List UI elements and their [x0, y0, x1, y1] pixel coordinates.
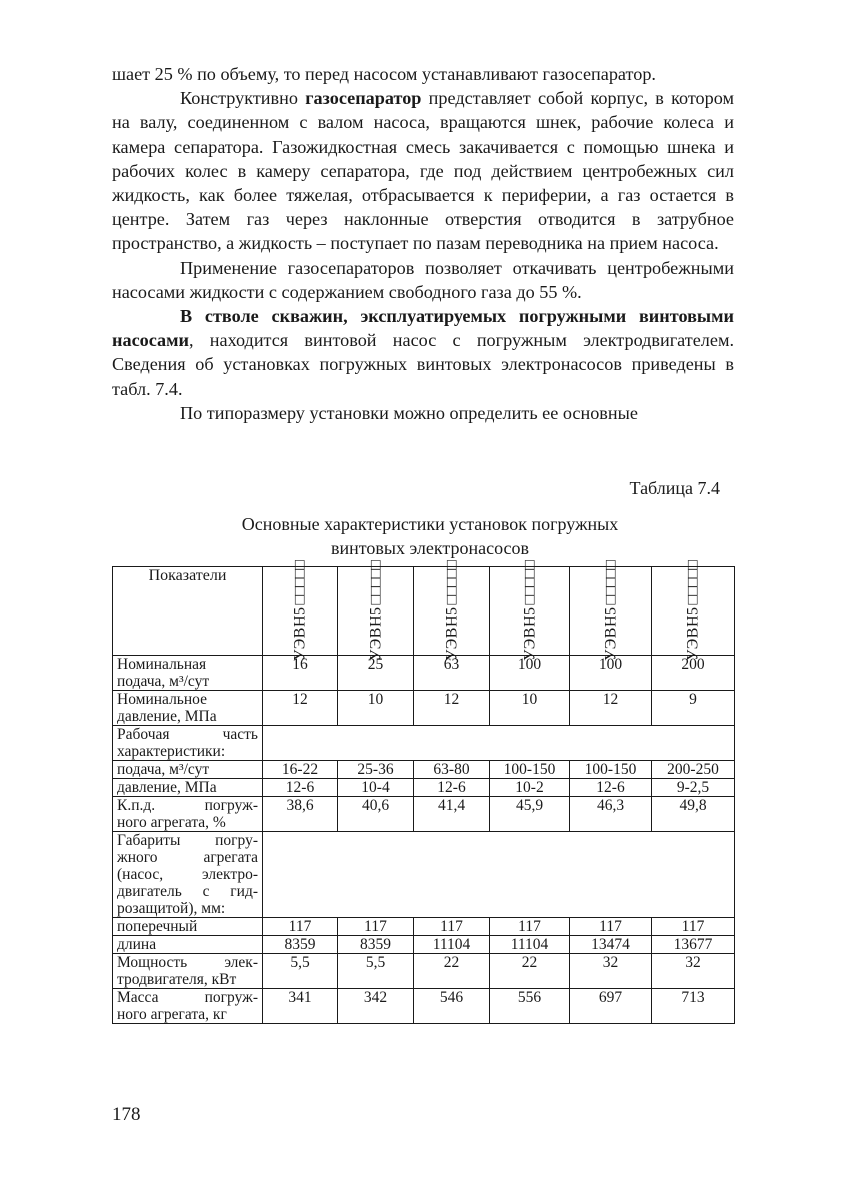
table-cell: 45,9: [490, 797, 570, 832]
table-cell: 546: [414, 989, 490, 1024]
table-cell: 12: [414, 691, 490, 726]
table-cell: 100-150: [490, 761, 570, 779]
table-cell: 100: [570, 656, 652, 691]
term-gas-separator: газосепаратор: [305, 88, 422, 109]
paragraph-1: шает 25 % по объему, то перед насосом устанавливают газосепаратор.: [112, 64, 656, 84]
table-cell: 697: [570, 989, 652, 1024]
table-cell: 8359: [338, 936, 414, 954]
paragraph-4: В стволе скважин, эксплуатируемых погружными винтовыми насосами, находится винтовой насос с погружным электродвигателем. Сведения об установках погружных винтовых электронасосов приведены в табл. 7.4.: [112, 306, 734, 399]
table-cell: 13474: [570, 936, 652, 954]
table-cell: 10: [490, 691, 570, 726]
header-model-1: УЭВН5□□□□□: [263, 567, 338, 656]
table-cell: 117: [652, 918, 735, 936]
body-text: [112, 62, 734, 425]
table-cell: 32: [652, 954, 735, 989]
table-cell: 9-2,5: [652, 779, 735, 797]
table-cell: 12: [570, 691, 652, 726]
table-cell: 341: [263, 989, 338, 1024]
table-cell: 117: [570, 918, 652, 936]
table-cell: 10-2: [490, 779, 570, 797]
row-label: Мощность элек- тродвигателя, кВт: [113, 954, 263, 989]
table-cell: 25-36: [338, 761, 414, 779]
table-cell: 200-250: [652, 761, 735, 779]
table-body: [113, 656, 735, 1024]
table-row: [113, 936, 735, 954]
table-cell: 22: [490, 954, 570, 989]
table-cell: 117: [490, 918, 570, 936]
paragraph-5: По типоразмеру установки можно определить ее основные: [180, 402, 638, 423]
table-cell: 100: [490, 656, 570, 691]
table-cell: 32: [570, 954, 652, 989]
table-cell: 12: [263, 691, 338, 726]
row-label: Номинальное давление, МПа: [113, 691, 263, 726]
table-cell-empty: [263, 832, 735, 918]
table-cell: 11104: [414, 936, 490, 954]
header-model-5: УЭВН5□□□□□: [570, 567, 652, 656]
term-screw-pumps: В стволе скважин, эксплуатируемых погружными винтовыми насосами: [112, 306, 734, 351]
row-label: Масса погруж- ного агрегата, кг: [113, 989, 263, 1024]
header-model-6: УЭВН5□□□□□: [652, 567, 735, 656]
table-title: Основные характеристики установок погружных винтовых электронасосов: [241, 514, 619, 558]
table-cell: 46,3: [570, 797, 652, 832]
table-number: Таблица 7.4: [629, 478, 720, 498]
header-indicators: Показатели: [113, 567, 263, 656]
table-cell: 556: [490, 989, 570, 1024]
table-row: [113, 726, 735, 761]
table-cell: 38,6: [263, 797, 338, 832]
table-cell: 13677: [652, 936, 735, 954]
table-cell: 16-22: [263, 761, 338, 779]
table-row: [113, 832, 735, 918]
table-row: [113, 761, 735, 779]
table-row: [113, 691, 735, 726]
table-cell: 10: [338, 691, 414, 726]
table-cell: 117: [414, 918, 490, 936]
table-cell: 342: [338, 989, 414, 1024]
table-cell: 63: [414, 656, 490, 691]
header-model-2: УЭВН5□□□□□: [338, 567, 414, 656]
table-cell: 41,4: [414, 797, 490, 832]
table-cell: 16: [263, 656, 338, 691]
table-row: [113, 656, 735, 691]
table-row: [113, 989, 735, 1024]
paragraph-2: Конструктивно газосепаратор представляет собой корпус, в котором на валу, соединенном с валом насоса, вращаются шнек, рабочие колеса и камера сепаратора. Газожидкостная смесь закачивается с помощью шнека и рабочих колес в камеру сепаратора, где под действием центробежных сил жидкость, как более тяжелая, отбрасывается к периферии, а газ остается в центре. Затем газ через наклонные отверстия отводится в затрубное пространство, а жидкость – поступает по пазам переводника на прием насоса.: [112, 88, 734, 254]
table-row: [113, 918, 735, 936]
row-label: давление, МПа: [113, 779, 263, 797]
table-cell: 117: [338, 918, 414, 936]
table-cell: 63-80: [414, 761, 490, 779]
row-label: Габариты погру- жного агрегата (насос, электро- двигатель с гид- розащитой), мм:: [113, 832, 263, 918]
table-cell: 8359: [263, 936, 338, 954]
row-label: Номинальная подача, м³/сут: [113, 656, 263, 691]
table-cell: 5,5: [263, 954, 338, 989]
table-cell: 9: [652, 691, 735, 726]
table-cell: 40,6: [338, 797, 414, 832]
row-label: К.п.д. погруж- ного агрегата, %: [113, 797, 263, 832]
table-cell: 11104: [490, 936, 570, 954]
table-row: [113, 797, 735, 832]
table-cell: 100-150: [570, 761, 652, 779]
table-row: [113, 954, 735, 989]
table-cell: 25: [338, 656, 414, 691]
table-cell: 49,8: [652, 797, 735, 832]
table-cell: 10-4: [338, 779, 414, 797]
row-label: подача, м³/сут: [113, 761, 263, 779]
paragraph-3: Применение газосепараторов позволяет откачивать центробежными насосами жидкости с содержанием свободного газа до 55 %.: [112, 257, 734, 302]
table-cell: 5,5: [338, 954, 414, 989]
table-row: [113, 779, 735, 797]
header-model-4: УЭВН5□□□□□: [490, 567, 570, 656]
table-header-row: [113, 567, 735, 656]
specs-table: [112, 561, 735, 1024]
table-cell: 12-6: [414, 779, 490, 797]
table-cell: 713: [652, 989, 735, 1024]
table-cell: 12-6: [263, 779, 338, 797]
table-cell: 117: [263, 918, 338, 936]
page-number: 178: [112, 1104, 141, 1125]
row-label: поперечный: [113, 918, 263, 936]
table-cell: 12-6: [570, 779, 652, 797]
table-cell: 200: [652, 656, 735, 691]
row-label: Рабочая часть характеристики:: [113, 726, 263, 761]
table-cell-empty: [263, 726, 735, 761]
table-cell: 22: [414, 954, 490, 989]
header-model-3: УЭВН5□□□□□: [414, 567, 490, 656]
row-label: длина: [113, 936, 263, 954]
